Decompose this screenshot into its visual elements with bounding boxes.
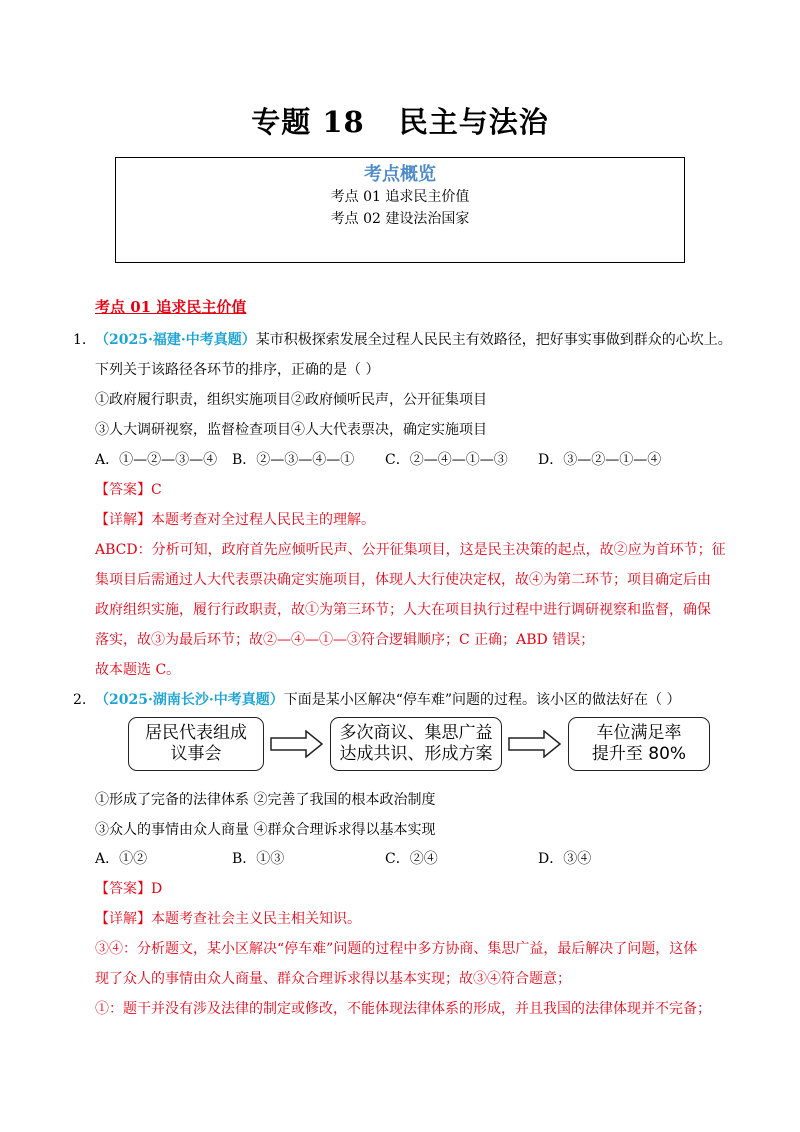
question-stem-line: 下列关于该路径各环节的排序，正确的是（ ） <box>95 362 380 378</box>
flow-step-2 <box>330 717 502 771</box>
process-flow-diagram <box>128 717 718 773</box>
flow-step-text: 多次商议、集思广益 <box>339 723 493 743</box>
question-stem <box>95 691 680 709</box>
statement-line: ③众人的事情由众人商量 ④群众合理诉求得以基本实现 <box>95 822 436 838</box>
page-title <box>0 100 800 141</box>
detail-heading: 【详解】本题考查社会主义民主相关知识。 <box>95 911 361 927</box>
flow-step-3 <box>568 717 710 771</box>
statement-line: ③人大调研视察，监督检查项目④人大代表票决，确定实施项目 <box>95 422 487 438</box>
flow-arrow <box>508 730 562 758</box>
explanation-line: 落实，故③为最后环节；故②—④—①—③符合逻辑顺序；C 正确；ABD 错误； <box>95 632 595 648</box>
flow-step-text: 车位满足率 <box>596 723 682 743</box>
flow-arrow <box>270 730 324 758</box>
option-a: A．①② <box>95 851 148 867</box>
flow-step-text: 达成共识、形成方案 <box>339 744 493 764</box>
question-source: （2025·湖南长沙·中考真题） <box>95 692 284 708</box>
question-stem-text: 某市积极探索发展全过程人民民主有效路径，把好事实事做到群众的心坎上。 <box>255 332 732 348</box>
explanation-line: ③④：分析题文，某小区解决“停车难”问题的过程中多方协商、集思广益，最后解决了问题，这体 <box>95 941 698 957</box>
question-stem-text: 下面是某小区解决“停车难”问题的过程。该小区的做法好在（ ） <box>283 692 681 708</box>
overview-heading: 考点概览 <box>364 164 436 185</box>
overview-item: 考点 02 建设法治国家 <box>330 211 470 227</box>
explanation-line: ①：题干并没有涉及法律的制定或修改，不能体现法律体系的形成，并且我国的法律体现并不完备； <box>95 1001 711 1017</box>
statement-line: ①政府履行职责，组织实施项目②政府倾听民声，公开征集项目 <box>95 392 487 408</box>
section-heading: 考点 01 追求民主价值 <box>95 298 247 316</box>
explanation-line: 故本题选 C。 <box>95 662 181 678</box>
flow-step-text: 提升至 80% <box>591 744 687 764</box>
option-d: D．③④ <box>538 851 592 867</box>
explanation-line: 现了众人的事情由众人商量、群众合理诉求得以基本实现；故③④符合题意； <box>95 971 571 987</box>
answer: 【答案】D <box>95 881 163 897</box>
option-d: D．③—②—①—④ <box>538 452 662 468</box>
flow-step-text: 议事会 <box>170 744 222 764</box>
overview-item: 考点 01 追求民主价值 <box>330 189 470 205</box>
question-stem <box>95 331 732 349</box>
answer: 【答案】C <box>95 482 162 498</box>
flow-step-text: 居民代表组成 <box>145 723 247 743</box>
question-source: （2025·福建·中考真题） <box>95 332 256 348</box>
statement-line: ①形成了完备的法律体系 ②完善了我国的根本政治制度 <box>95 792 436 808</box>
flow-step-1 <box>128 717 264 771</box>
option-b: B．①③ <box>232 851 285 867</box>
overview-box <box>115 157 685 263</box>
explanation-line: 集项目后需通过人大代表票决确定实施项目，体现人大行使决定权，故④为第二环节；项目确定后由 <box>95 572 711 588</box>
title-topic-number: 专题 18 <box>251 105 365 139</box>
explanation-line: ABCD：分析可知，政府首先应倾听民声、公开征集项目，这是民主决策的起点，故②应为首环节；征 <box>95 542 726 558</box>
title-topic-name: 民主与法治 <box>398 105 549 139</box>
question-number: 2. <box>73 692 87 708</box>
option-b: B．②—③—④—① <box>232 452 355 468</box>
option-c: C．②④ <box>385 851 438 867</box>
explanation-line: 政府组织实施，履行行政职责，故①为第三环节；人大在项目执行过程中进行调研视察和监督，确保 <box>95 602 711 618</box>
detail-heading: 【详解】本题考查对全过程人民民主的理解。 <box>95 512 375 528</box>
option-c: C．②—④—①—③ <box>385 452 508 468</box>
option-a: A．①—②—③—④ <box>95 452 218 468</box>
question-number: 1. <box>73 332 87 348</box>
